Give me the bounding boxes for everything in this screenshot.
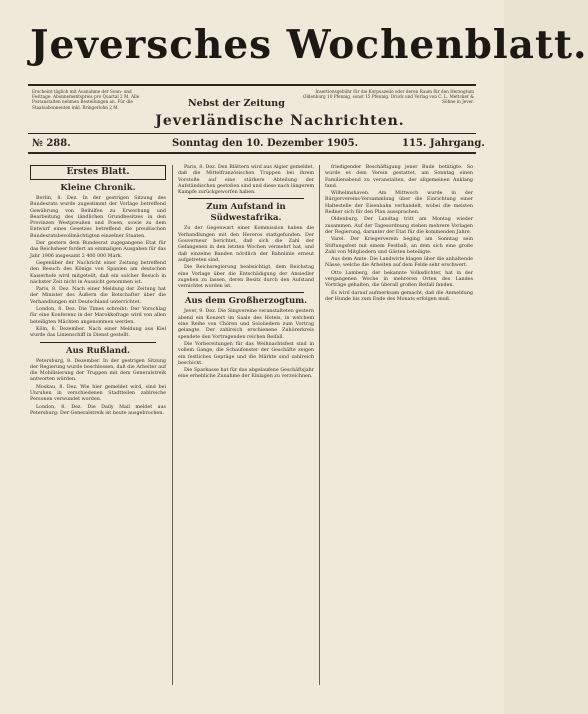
dateline-rule-top <box>28 133 476 134</box>
section-divider <box>40 342 156 343</box>
article-text: Varel. Der Kriegerverein beging am Sonntag sein Stiftungsfest mit einem Festball, an dem sich eine große Zahl von Mitgliedern und Gästen beteiligte. <box>325 237 473 255</box>
column-left <box>30 165 166 685</box>
issue-date: Sonntag den 10. Dezember 1905. <box>172 138 359 149</box>
article-text: Die Sparkasse hat für das abgelaufene Geschäftsjahr eine erhebliche Zunahme der Einlagen zu verzeichnen. <box>178 368 314 380</box>
article-text: Die Reichsregierung beabsichtigt, dem Reichstag eine Vorlage über die Entschädigung der Ansiedler zugehen zu lassen, deren Besitz durch den Aufstand vernichtet worden ist. <box>178 265 314 290</box>
article-text: London, 8. Dez. Die Daily Mail meldet aus Petersburg: Der Generalstreik ist heute ausgebrochen. <box>30 404 166 416</box>
heading-suedwestafrika: Zum Aufstand in Südwestafrika. <box>206 202 286 224</box>
heading-grossherzogtum: Aus dem Großherzogtum. <box>184 296 308 307</box>
masthead-subtitle: Jeverländische Nachrichten. <box>155 113 405 129</box>
masthead-rule-top <box>28 84 476 86</box>
masthead-title: Jeversches Wochenblatt. <box>30 22 588 68</box>
masthead-nebst-label: Nebst der Zeitung <box>188 98 285 109</box>
article-text: Aus dem Amte. Die Landwirte klagen über die anhaltende Nässe, welche die Arbeiten auf dem Felde sehr erschwert. <box>325 257 473 269</box>
issue-year: 115. Jahrgang. <box>402 138 485 149</box>
column-right <box>325 165 473 685</box>
section-divider <box>188 198 304 199</box>
article-text: friedigender Beschäftigung jener Bude betätigte. So wurde es dem Verein gestattet, am Sonntag einen Familienabend zu veranstalten, der allgemeinen Anklang fand. <box>325 165 473 189</box>
article-text: Zu der Gegenwart einer Kommission haben die Verhandlungen mit den Hereros stattgefunden. Der Gouverneur berichtet, daß sich die Zahl der Gefangenen in den letzten Wochen vermehrt hat, und daß einzelne Banden nördlich der Bahnlinie erneut aufgetreten sind. <box>178 226 314 263</box>
column-middle <box>178 165 314 685</box>
article-text: London, 8. Dez. Die Times schreibt: Der Vorschlag für eine Konferenz in der Marokkofrage wird von allen beteiligten Mächten angenommen werden. <box>30 307 166 325</box>
article-text: Die Vorbereitungen für das Weihnachtsfest sind in vollem Gange, die Schaufenster der Geschäfte zeigen ein festliches Gepräge und die Märkte sind zahlreich beschickt. <box>178 341 314 366</box>
article-text: Oldenburg. Der Landtag tritt am Montag wieder zusammen. Auf der Tagesordnung stehen mehrere Vorlagen der Regierung, darunter der Etat für die kommenden Jahre. <box>325 217 473 235</box>
article-text: Köln, 8. Dezember. Nach einer Meldung aus Kiel wurde das Linienschiff in Dienst gestellt. <box>30 326 166 339</box>
article-text: Paris, 8. Dez. Den Blättern wird aus Algier gemeldet, daß die Mittelfranzösischen Truppen bei ihrem Vorstoße auf eine stärkere Abteilung der Aufständischen gestoßen sind und diese nach längerem Kampfe zurückgeworfen haben. <box>178 165 314 196</box>
heading-kleine-chronik: Kleine Chronik. <box>60 183 136 193</box>
article-text: Der gestern dem Bundesrat zugegangene Etat für das Reichsheer fordert an einmaligen Ausgaben für das Jahr 1906 insgesamt 2 400 000 Mark. <box>30 241 166 259</box>
article-text: Moskau, 8. Dez. Wie hier gemeldet wird, sind bei Unruhen in verschiedenen Stadtteilen zahlreiche Personen verwundet worden. <box>30 384 166 403</box>
article-text: Jever, 9. Dez. Die Singvereine veranstalteten gestern abend ein Konzert im Saale des Hotels, in welchem eine Reihe von Chören und Sololiedern zum Vortrag gelangte. Der zahlreich erschienene Zuhörerkreis spendete den Vortragenden reichen Beifall. <box>178 309 314 340</box>
article-text: Wilhelmshaven. Am Mittwoch wurde in der Bürgervereins-Versammlung über die Einrichtung einer Haltestelle der Eisenbahn verhandelt, wobei die meisten Redner sich für den Plan aussprachen. <box>325 191 473 216</box>
column-divider-1 <box>172 165 173 685</box>
section-divider <box>188 292 304 293</box>
right-insertion-notice: Insertionsgebühr für die Korpuszeile oder deren Raum für den Herzogtum Oldenburg 10 Pfennig, sonst 15 Pfennig. Druck und Verlag von C. L. Mettcker & Söhne in Jever. <box>303 89 474 105</box>
heading-aus-russland: Aus Rußland. <box>65 345 131 356</box>
article-text: Gegenüber der Nachricht einer Zeitung betreffend den Besuch des Königs von Spanien am deutschen Kaiserhofe wird mitgeteilt, daß ein solcher Besuch in nächster Zeit nicht in Aussicht genommen ist. <box>30 260 166 285</box>
article-text: Petersburg, 8. Dezember. In der gestrigen Sitzung der Regierung wurde beschlossen, daß die Arbeiter auf die Mobilisierung der Truppen mit dem Generalstreik antworten würden. <box>30 358 166 383</box>
erstes-blatt-label: Erstes Blatt. <box>30 165 166 180</box>
left-subscription-notice: Erscheint täglich mit Ausnahme der Sonn- und Festtage. Abonnementspreis pro Quartal 2 M. Alle Postanstalten nehmen Bestellungen an. Für die Staatsabonnenten inkl. Bringerlohn 2 M. <box>32 89 140 110</box>
dateline-rule-bottom <box>28 152 476 154</box>
issue-number: № 288. <box>32 138 71 149</box>
article-text: Berlin, 8. Dez. In der gestrigen Sitzung des Bundesrats wurde zugestimmt der Vorlage betreffend Gewährung von Beihilfen zu Erwerbung und Bearbeitung des ländlichen Grundbesitzes in den Provinzen Westpreußen und Posen, sowie zu dem Entwurf eines Gesetzes betreffend die preußischen Bundesratsbevollmächtigten einzelner Staaten. <box>30 196 166 239</box>
article-text: Es wird darauf aufmerksam gemacht, daß die Anmeldung der Hunde bis zum Ende des Monats erfolgen muß. <box>325 290 473 302</box>
article-text: Paris, 8. Dez. Nach einer Meldung der Zeitung hat der Minister des Äußern die Botschafter über die Verhandlungen mit Deutschland unterrichtet. <box>30 287 166 305</box>
article-text: Otto Lamberg, der bekannte Volksdichter, hat in der vergangenen Woche in mehreren Orten des Landes Vorträge gehalten, die überall großen Beifall fanden. <box>325 270 473 289</box>
column-divider-2 <box>319 165 320 685</box>
